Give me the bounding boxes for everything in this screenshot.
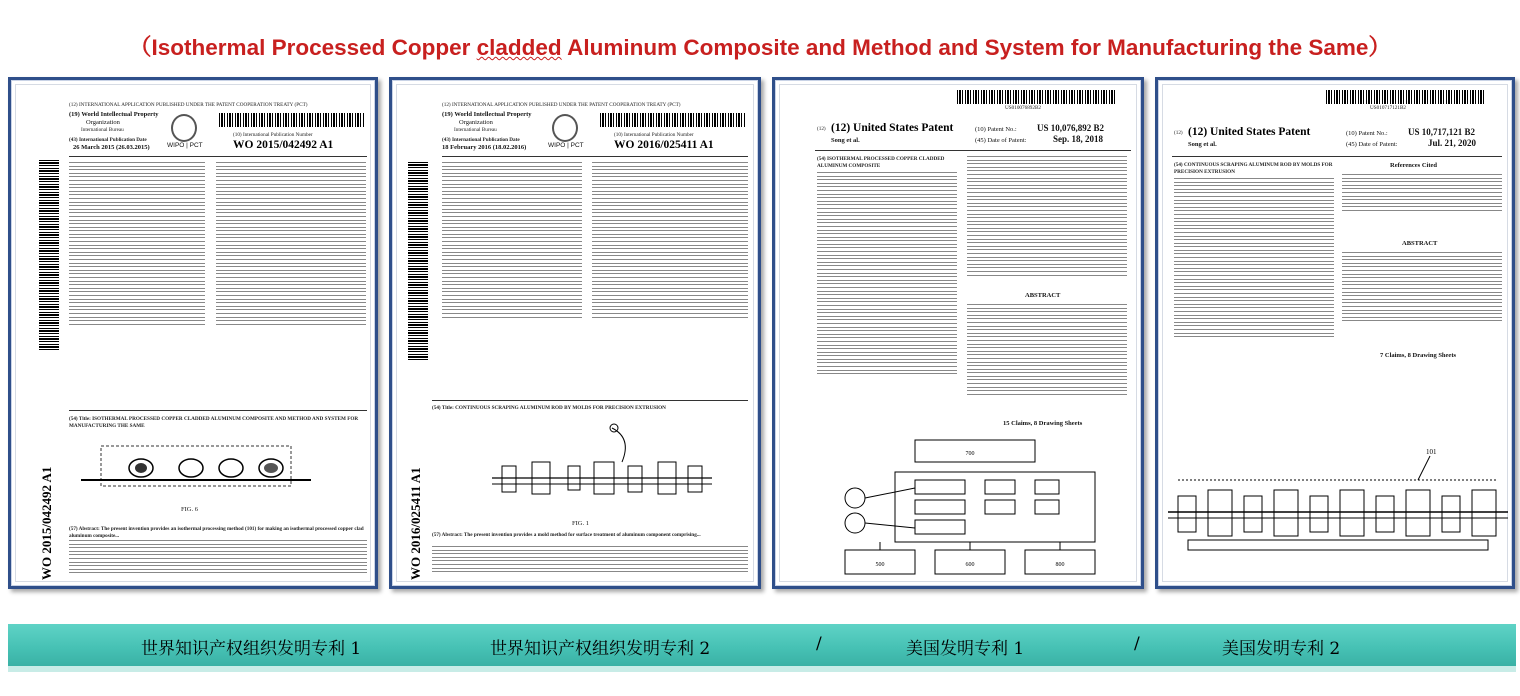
abstract: (57) Abstract: The present invention provides a mold method for surface treatment of aluminum component comprising... [432, 532, 701, 538]
caption-us-2: 美国发明专利 2 [1222, 639, 1341, 659]
figure-drawing [835, 438, 1125, 578]
caption-separator-2: / [1134, 634, 1140, 654]
barcode [219, 113, 365, 127]
abstract-heading: ABSTRACT [1025, 292, 1061, 299]
patent-document-wo2015 [8, 77, 378, 589]
box-800-label: 800 [1055, 562, 1065, 568]
side-number: WO 2015/042492 A1 [39, 466, 54, 580]
claims: 7 Claims, 8 Drawing Sheets [1380, 352, 1457, 359]
wipo-label: WIPO | PCT [548, 142, 584, 149]
date: Jul. 21, 2020 [1428, 138, 1477, 148]
pubdate-label: (43) International Publication Date [442, 137, 520, 143]
patno: US 10,076,892 B2 [1037, 123, 1105, 133]
office-title: (12) United States Patent [1188, 126, 1311, 138]
abstract-heading: ABSTRACT [1402, 240, 1438, 247]
label-101: 101 [1426, 448, 1437, 456]
pubno: WO 2016/025411 A1 [614, 139, 714, 151]
doc-header: (12) INTERNATIONAL APPLICATION PUBLISHED UNDER THE PATENT COOPERATION TREATY (PCT) [442, 102, 681, 108]
org-name: (19) World Intellectual Property [69, 111, 159, 118]
barcode [600, 113, 746, 127]
box-600-label: 600 [965, 562, 975, 568]
pubdate-label: (43) International Publication Date [69, 137, 147, 143]
barcode [1326, 90, 1486, 104]
refs-heading: References Cited [1390, 162, 1437, 169]
caption-wipo-2: 世界知识产权组织发明专利 2 [490, 639, 711, 659]
side-number: WO 2016/025411 A1 [408, 467, 423, 580]
fig-label: FIG. 6 [181, 506, 198, 513]
date-label: (45) Date of Patent: [975, 137, 1027, 144]
barcode [957, 90, 1117, 104]
org-bureau: International Bureau [81, 127, 124, 133]
box-500-label: 500 [875, 562, 885, 568]
inventor: Song et al. [831, 137, 860, 144]
org-name-2: Organization [86, 119, 120, 126]
doc-header: (12) INTERNATIONAL APPLICATION PUBLISHED UNDER THE PATENT COOPERATION TREATY (PCT) [69, 102, 308, 108]
page-title: （Isothermal Processed Copper cladded Aluminum Composite and Method and System for Manufacturing the Same） [129, 35, 1391, 60]
wipo-logo [552, 114, 578, 142]
date-label: (45) Date of Patent: [1346, 141, 1398, 148]
pubno-label: (10) International Publication Number [233, 132, 313, 138]
side-barcode [39, 160, 59, 350]
claims: 15 Claims, 8 Drawing Sheets [1003, 420, 1083, 427]
pubdate: 26 March 2015 (26.03.2015) [73, 144, 150, 151]
org-bureau: International Bureau [454, 127, 497, 133]
pubno-label: (10) International Publication Number [614, 132, 694, 138]
figure-drawing [81, 440, 311, 500]
figure-drawing [482, 418, 722, 518]
title-54: (54) CONTINUOUS SCRAPING ALUMINUM ROD BY MOLDS FOR PRECISION EXTRUSION [1174, 162, 1333, 175]
patno-label: (10) Patent No.: [1346, 130, 1388, 137]
inventor: Song et al. [1188, 141, 1217, 148]
fig-label: FIG. 1 [572, 520, 589, 527]
title-line: (54) Title: ISOTHERMAL PROCESSED COPPER CLADDED ALUMINUM COMPOSITE AND METHOD AND SYSTEM FOR MANUFACTURING THE SAME [69, 416, 359, 429]
patent-document-wo2016 [389, 77, 761, 589]
side-barcode [408, 160, 428, 360]
caption-separator: / [816, 634, 822, 654]
org-name-2: Organization [459, 119, 493, 126]
date: Sep. 18, 2018 [1053, 134, 1104, 144]
patno-label: (10) Patent No.: [975, 126, 1017, 133]
figure-drawing [1168, 440, 1508, 570]
title-54: (54) ISOTHERMAL PROCESSED COPPER CLADDED ALUMINUM COMPOSITE [817, 156, 945, 169]
office-title: (12) United States Patent [831, 122, 954, 134]
patent-document-us10076892: US010076892B2 (12) (12) United States Patent Song et al. (10) Patent No.: US 10,076,892 B2 (45) Date of Patent: Sep. 18, 2018 (54) ISOTHERMAL PROCESSED COPPER CLADDED ALUMINUM COMPOSITE ABSTRACT 15 Claims, 8 Drawing Sheets 700 500 600 800 [772, 77, 1144, 589]
wipo-label: WIPO | PCT [167, 142, 203, 149]
barcode-number: US010717121B2 [1370, 105, 1407, 111]
org-name: (19) World Intellectual Property [442, 111, 532, 118]
caption-wipo-1: 世界知识产权组织发明专利 1 [141, 639, 362, 659]
patno: US 10,717,121 B2 [1408, 127, 1476, 137]
abstract: (57) Abstract: The present invention provides an isothermal processing method (101) for making an isothermal processed copper clad aluminum composite... [69, 526, 364, 539]
pubno: WO 2015/042492 A1 [233, 139, 334, 151]
barcode-number: US010076892B2 [1005, 105, 1042, 111]
box-700-label: 700 [965, 451, 975, 457]
patent-document-us10717121: US010717121B2 (12) (12) United States Patent Song et al. (10) Patent No.: US 10,717,121 B2 (45) Date of Patent: Jul. 21, 2020 (54) CONTINUOUS SCRAPING ALUMINUM ROD BY MOLDS FOR PRECISION EXTRUSION References Cited ABSTRACT 7 Claims, 8 Drawing Sheets 101 [1155, 77, 1515, 589]
title-line: (54) Title: CONTINUOUS SCRAPING ALUMINUM ROD BY MOLDS FOR PRECISION EXTRUSION [432, 405, 666, 411]
pubdate: 18 February 2016 (18.02.2016) [442, 144, 527, 151]
caption-banner [8, 624, 1516, 672]
wipo-logo [171, 114, 197, 142]
caption-us-1: 美国发明专利 1 [906, 639, 1025, 659]
